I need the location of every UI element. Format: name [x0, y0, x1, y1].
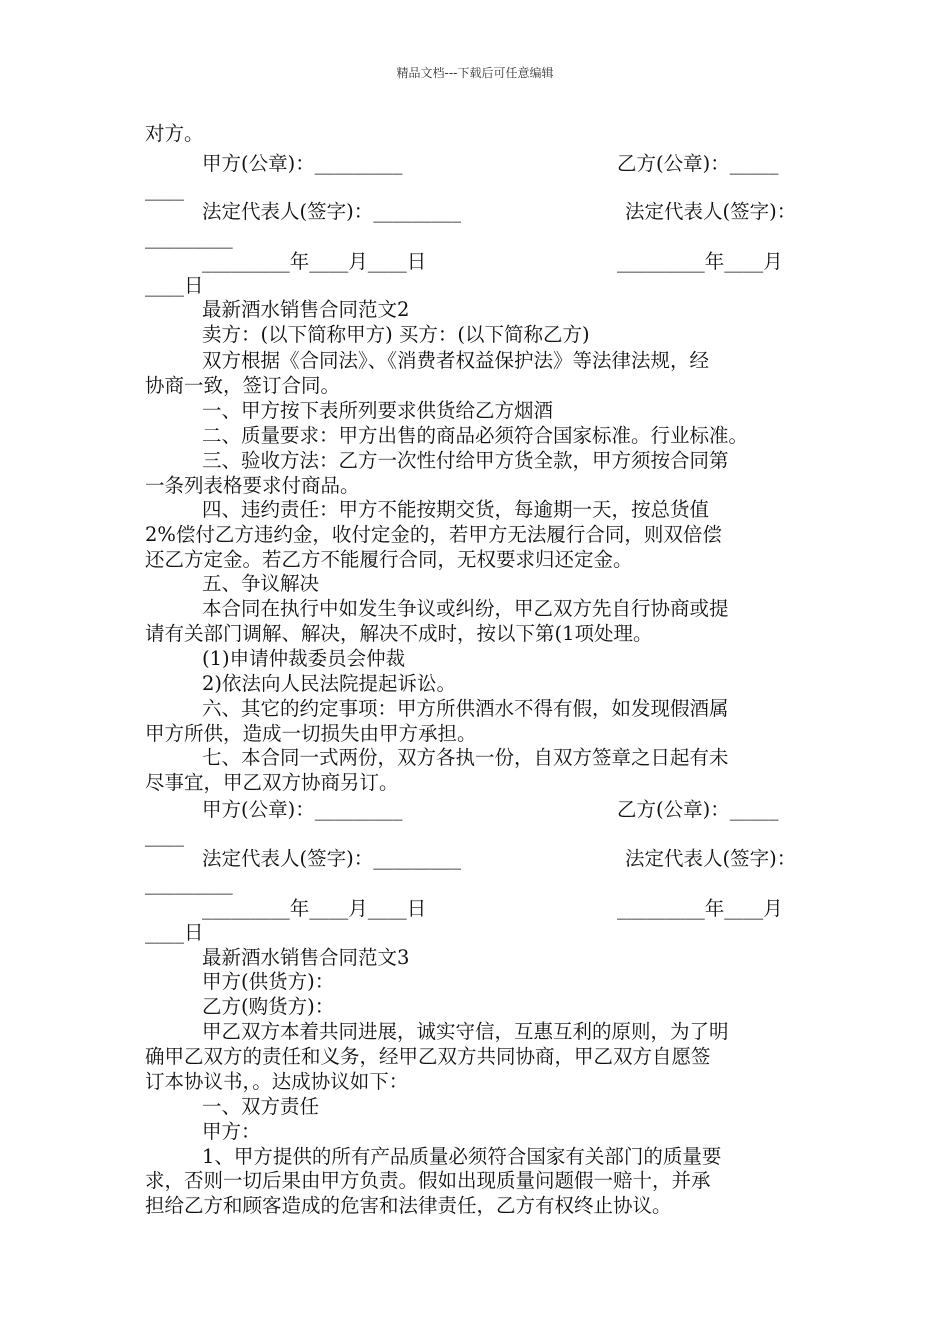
clause-line: 三、验收方法：乙方一次性付给甲方货全款，甲方须按合同第 — [202, 449, 729, 472]
clause-line: 七、本合同一式两份，双方各执一份，自双方签章之日起有未 — [202, 746, 729, 769]
clause-line: 本合同在执行中如发生争议或纠纷，甲乙双方先自行协商或提 — [202, 597, 729, 620]
page-header: 精品文档---下载后可任意编辑 — [396, 66, 554, 80]
signature-party-b-seal: 乙方(公章)：_____ — [617, 798, 779, 821]
clause-line: 五、争议解决 — [202, 572, 320, 595]
signature-party-a-rep: 法定代表人(签字)：_________ — [202, 200, 461, 223]
clause-line: 甲方： — [202, 1120, 261, 1143]
paragraph-line: 确甲乙双方的责任和义务，经甲乙双方共同协商，甲乙双方自愿签 — [145, 1045, 711, 1068]
signature-party-a-seal: 甲方(公章)：_________ — [202, 152, 403, 175]
paragraph-line: 订本协议书，。达成协议如下： — [145, 1070, 409, 1093]
clause-line: 2%偿付乙方违约金，收付定金的，若甲方无法履行合同，则双倍偿 — [145, 523, 722, 546]
clause-line: 还乙方定金。若乙方不能履行合同，无权要求归还定金。 — [145, 548, 633, 571]
signature-party-a-seal: 甲方(公章)：_________ — [202, 798, 403, 821]
paragraph-line: 协商一致，签订合同。 — [145, 374, 341, 397]
clause-line: 求，否则一切后果由甲方负责。假如出现质量问题假一赔十，并承 — [145, 1169, 711, 1192]
text-line: 卖方：(以下简称甲方) 买方：(以下简称乙方) — [202, 323, 590, 346]
section-title: 最新酒水销售合同范文2 — [202, 298, 410, 321]
signature-party-b-rep: 法定代表人(签字)： — [625, 200, 797, 223]
clause-line: 担给乙方和顾客造成的危害和法律责任，乙方有权终止协议。 — [145, 1194, 672, 1217]
text-line: ____ — [145, 178, 184, 201]
text-line: ____ — [145, 824, 184, 847]
text-line: ____日 — [145, 921, 204, 944]
section-title: 最新酒水销售合同范文3 — [202, 946, 410, 969]
date-party-a: _________年____月____日 — [202, 897, 427, 920]
signature-party-b-rep: 法定代表人(签字)： — [625, 847, 797, 870]
paragraph-line: 双方根据《合同法》、《消费者权益保护法》等法律法规，经 — [202, 349, 710, 372]
signature-party-a-rep: 法定代表人(签字)：_________ — [202, 847, 461, 870]
clause-line: 甲方所供，造成一切损失由甲方承担。 — [145, 722, 477, 745]
clause-line: 请有关部门调解、解决，解决不成时，按以下第(1项处理。 — [145, 622, 653, 645]
clause-line: 尽事宜，甲乙双方协商另订。 — [145, 771, 399, 794]
text-line: ____日 — [145, 274, 204, 297]
date-party-b: _________年____月 — [617, 897, 783, 920]
clause-line: (1)申请仲裁委员会仲裁 — [202, 647, 406, 670]
clause-line: 四、违约责任：甲方不能按期交货，每逾期一天，按总货值 — [202, 498, 710, 521]
text-line: 甲方(供货方)： — [202, 970, 335, 993]
clause-line: 二、质量要求：甲方出售的商品必须符合国家标准。行业标准。 — [202, 424, 749, 447]
text-line: 对方。 — [145, 122, 204, 145]
date-party-b: _________年____月 — [617, 250, 783, 273]
clause-line: 一、甲方按下表所列要求供货给乙方烟酒 — [202, 399, 554, 422]
paragraph-line: 甲乙双方本着共同进展，诚实守信，互惠互利的原则，为了明 — [202, 1020, 729, 1043]
text-line: 乙方(购货方)： — [202, 995, 335, 1018]
text-line: _________ — [145, 226, 233, 249]
clause-line: 一条列表格要求付商品。 — [145, 474, 360, 497]
signature-party-b-seal: 乙方(公章)：_____ — [617, 152, 779, 175]
text-line: _________ — [145, 872, 233, 895]
clause-line: 1、甲方提供的所有产品质量必须符合国家有关部门的质量要 — [202, 1145, 722, 1168]
clause-line: 2)依法向人民法院提起诉讼。 — [202, 672, 457, 695]
date-party-a: _________年____月____日 — [202, 250, 427, 273]
clause-line: 一、双方责任 — [202, 1095, 320, 1118]
clause-line: 六、其它的约定事项：甲方所供酒水不得有假，如发现假酒属 — [202, 697, 729, 720]
